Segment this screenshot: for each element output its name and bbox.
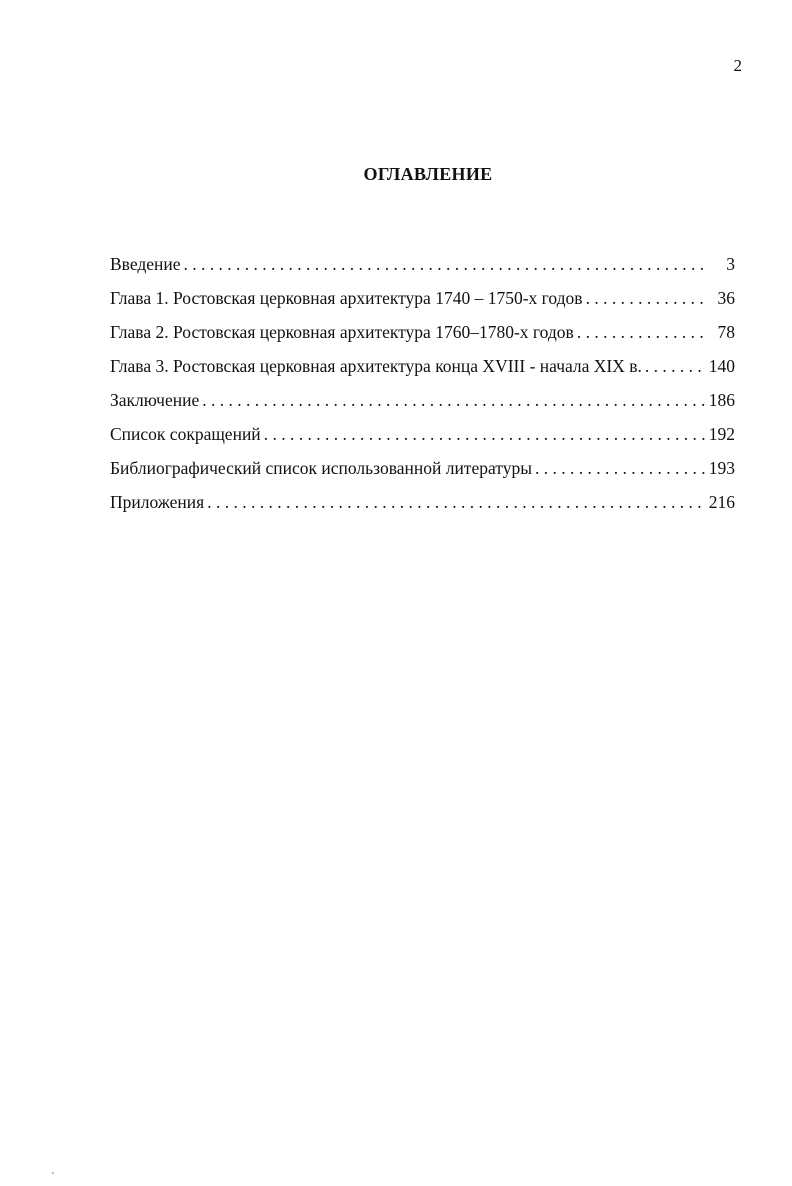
toc-entry-abbreviations [110,424,735,458]
toc-entry-label: Заключение [110,390,200,410]
toc-entry-bibliography [110,458,735,492]
dot-leader [577,322,706,343]
dot-leader [264,424,706,445]
table-of-contents [110,254,735,526]
dot-leader [645,356,706,377]
toc-entry-chapter-1 [110,288,735,322]
dot-leader [202,390,706,411]
toc-entry-label: Введение [110,254,181,274]
toc-entry-page: 192 [708,424,735,444]
dot-leader [535,458,706,479]
dot-leader [586,288,706,309]
toc-entry-introduction [110,254,735,288]
toc-entry-label: Библиографический список использованной литературы [110,458,532,478]
toc-entry-page: 36 [717,288,735,308]
toc-entry-label: Глава 2. Ростовская церковная архитектура 1760–1780-х годов [110,322,574,342]
toc-entry-label: Глава 1. Ростовская церковная архитектура 1740 – 1750-х годов [110,288,583,308]
toc-entry-label: Глава 3. Ростовская церковная архитектура конца XVIII - начала XIX в. [110,356,642,376]
toc-entry-chapter-2 [110,322,735,356]
page-number: 2 [733,56,742,75]
toc-entry-conclusion [110,390,735,424]
toc-entry-chapter-3 [110,356,735,390]
toc-entry-page: 186 [708,390,735,410]
toc-entry-label: Приложения [110,492,205,512]
toc-entry-page: 216 [708,492,735,512]
toc-entry-page: 3 [726,254,735,274]
dot-leader [207,492,706,513]
toc-entry-page: 140 [708,356,735,376]
toc-entry-page: 193 [708,458,735,478]
dot-leader [184,254,706,275]
toc-entry-label: Список сокращений [110,424,261,444]
scan-speck [52,1172,54,1174]
toc-title: ОГЛАВЛЕНИЕ [363,164,493,185]
toc-entry-page: 78 [717,322,735,342]
toc-entry-appendices [110,492,735,526]
